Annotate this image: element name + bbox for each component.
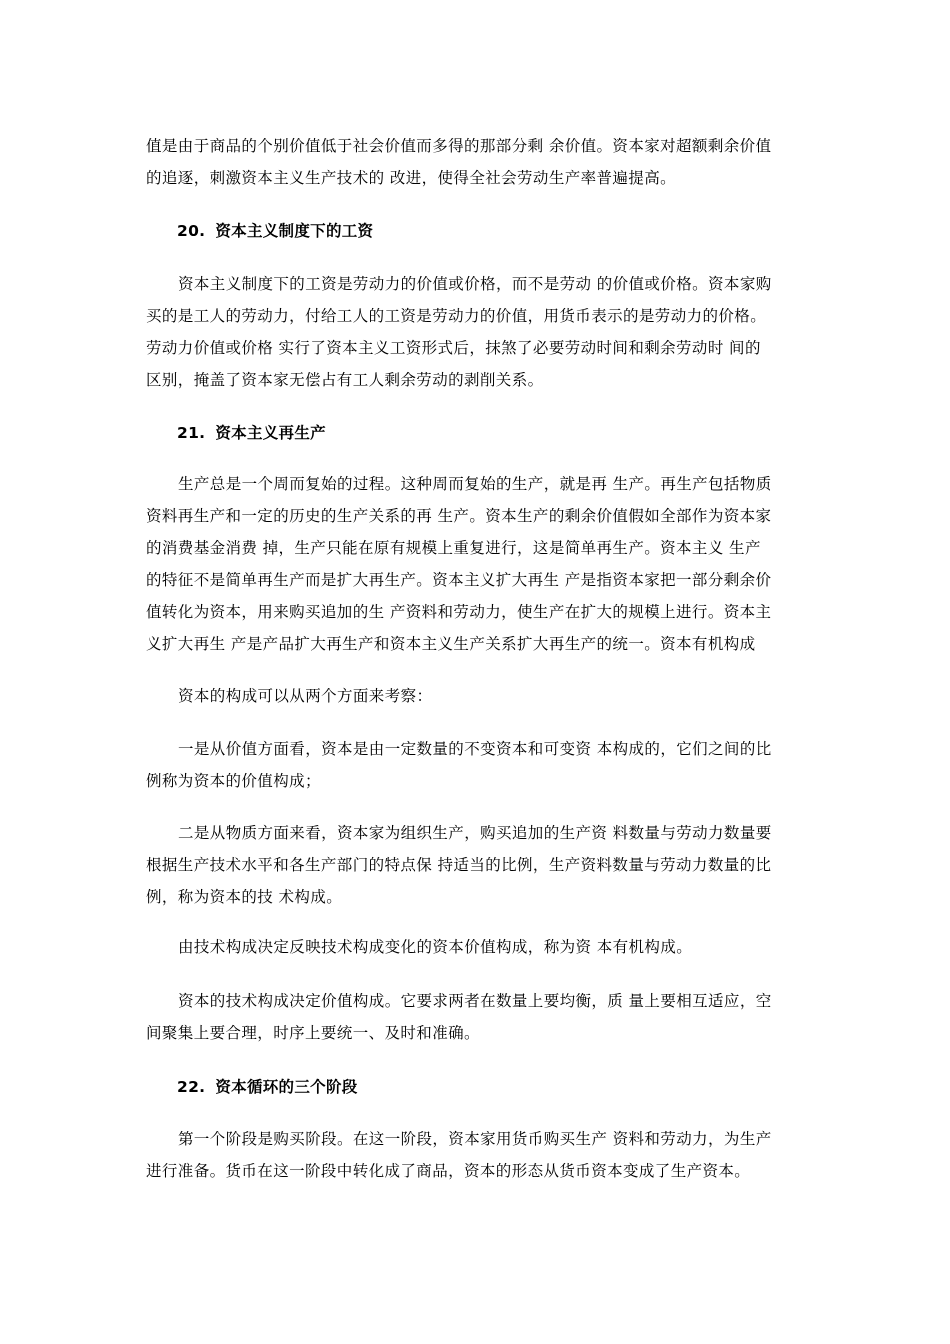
section-title: 资本主义再生产	[215, 424, 326, 442]
text-line: 买的是工人的劳动力，付给工人的工资是劳动力的价值，用货币表示的是劳动力的价格。	[146, 307, 767, 325]
text-line: 例，称为资本的技 术构成。	[146, 888, 343, 906]
text-line: 值转化为资本，用来购买追加的生 产资料和劳动力，使生产在扩大的规模上进行。资本主	[146, 603, 772, 621]
text-line: 资本主义制度下的工资是劳动力的价值或价格，而不是劳动 的价值或价格。资本家购	[178, 275, 772, 293]
section-number: 20.	[177, 222, 206, 240]
text-line: 资本的技术构成决定价值构成。它要求两者在数量上要均衡，质 量上要相互适应，空	[178, 992, 772, 1010]
paragraph-composition	[146, 680, 808, 712]
section-heading-20	[177, 215, 373, 247]
paragraph-organic-composition	[146, 931, 808, 963]
paragraph-wage	[146, 268, 808, 396]
paragraph-reproduction	[146, 468, 808, 660]
text-line: 的特征不是简单再生产而是扩大再生产。资本主义扩大再生 产是指资本家把一部分剩余价	[146, 571, 772, 589]
paragraph-technical-composition	[146, 817, 808, 913]
paragraph-technical-determines-value	[146, 985, 808, 1049]
section-title: 资本主义制度下的工资	[215, 222, 374, 240]
section-heading-22	[177, 1071, 358, 1103]
text-line: 劳动力价值或价格 实行了资本主义工资形式后，抹煞了必要劳动时间和剩余劳动时 间的	[146, 339, 761, 357]
text-line: 义扩大再生 产是产品扩大再生产和资本主义生产关系扩大再生产的统一。资本有机构成	[146, 635, 756, 653]
section-number: 22.	[177, 1078, 206, 1096]
section-number: 21.	[177, 424, 206, 442]
text-line: 间聚集上要合理，时序上要统一、及时和准确。	[146, 1024, 480, 1042]
text-line: 的消费基金消费 掉，生产只能在原有规模上重复进行，这是简单再生产。资本主义 生产	[146, 539, 761, 557]
section-title: 资本循环的三个阶段	[215, 1078, 358, 1096]
text-line: 的追逐，刺激资本主义生产技术的 改进，使得全社会劳动生产率普遍提高。	[146, 169, 677, 187]
text-line: 例称为资本的价值构成；	[146, 772, 321, 790]
text-line: 资料再生产和一定的历史的生产关系的再 生产。资本生产的剩余价值假如全部作为资本家	[146, 507, 772, 525]
paragraph-value-composition	[146, 733, 808, 797]
text-line: 区别，掩盖了资本家无偿占有工人剩余劳动的剥削关系。	[146, 371, 544, 389]
paragraph-stage-one	[146, 1123, 808, 1187]
section-heading-21	[177, 417, 326, 449]
text-line: 进行准备。货币在这一阶段中转化成了商品，资本的形态从货币资本变成了生产资本。	[146, 1162, 751, 1180]
text-line: 根据生产技术水平和各生产部门的特点保 持适当的比例，生产资料数量与劳动力数量的比	[146, 856, 772, 874]
text-line: 二是从物质方面来看，资本家为组织生产，购买追加的生产资 料数量与劳动力数量要	[178, 824, 772, 842]
text-line: 一是从价值方面看，资本是由一定数量的不变资本和可变资 本构成的，它们之间的比	[178, 740, 772, 758]
text-line: 生产总是一个周而复始的过程。这种周而复始的生产，就是再 生产。再生产包括物质	[178, 475, 772, 493]
text-line: 第一个阶段是购买阶段。在这一阶段，资本家用货币购买生产 资料和劳动力，为生产	[178, 1130, 772, 1148]
text-line: 值是由于商品的个别价值低于社会价值而多得的那部分剩 余价值。资本家对超额剩余价值	[146, 137, 772, 155]
text-line: 资本的构成可以从两个方面来考察：	[178, 687, 433, 705]
text-line: 由技术构成决定反映技术构成变化的资本价值构成，称为资 本有机构成。	[178, 938, 693, 956]
paragraph-surplus-value	[146, 130, 808, 194]
